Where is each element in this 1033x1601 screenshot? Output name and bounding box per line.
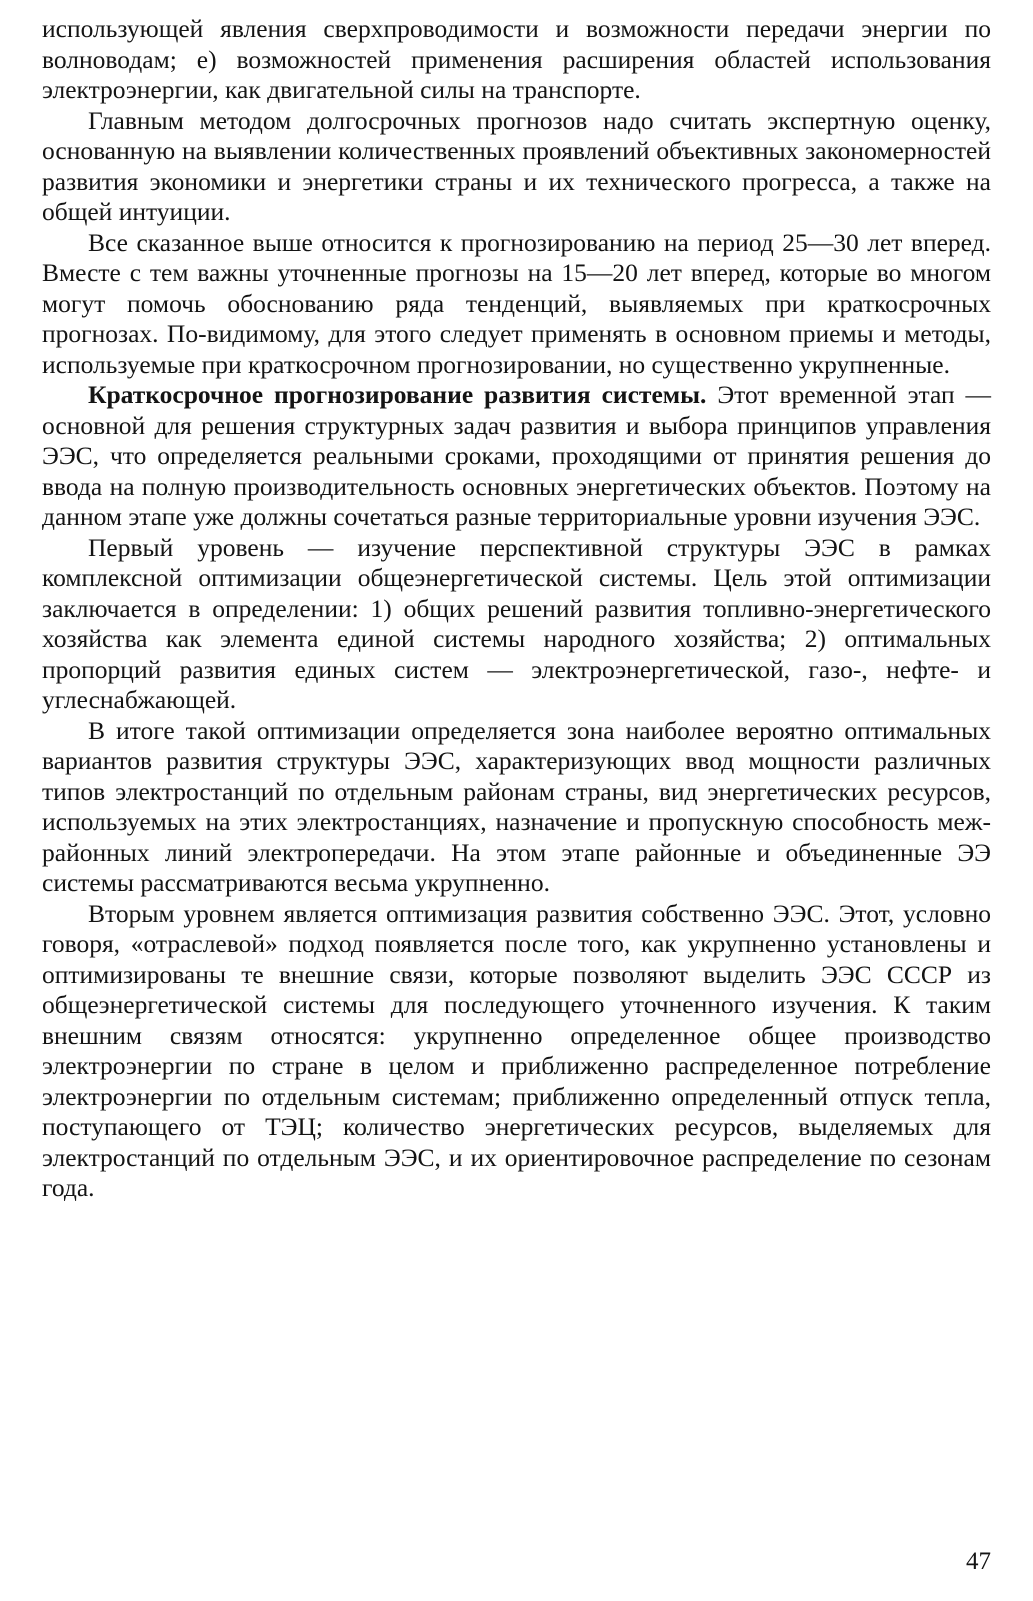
- paragraph-text: Главным методом долгосрочных прогнозов надо считать экспертную оценку, основанную на выявлении количественных проявлений объективных закономерностей развития экономики и энергетики страны и их технического прогресса, а также на общей интуиции.: [42, 105, 991, 226]
- paragraph-text: Вторым уровнем является оптимизация развития собственно ЭЭС. Этот, условно говоря, «отраслевой» подход появляется после того, как укрупненно установлены и оптимизированы те внешние связи, которые позволяют выделить ЭЭС СССР из общеэнергетической системы для последующего уточненного изучения. К таким внешним связям относятся: укрупненно определенное общее производство электроэнергии по стране в целом и приближенно распределенное потребление электроэнергии по отдельным системам; приближенно определенный отпуск тепла, поступающего от ТЭЦ; количество энергетических ресурсов, выделяемых для электростанций по отдельным ЭЭС, и их ориентировочное распределение по сезонам года.: [42, 898, 991, 1202]
- paragraph: [42, 533, 991, 716]
- paragraph-text: Первый уровень — изучение перспективной структуры ЭЭС в рамках комплексной оптимизации общеэнергетической системы. Цель этой оптимизации заключается в определении: 1) общих решений развития топливно-энергетического хозяйства как элемента единой системы народного хозяйства; 2) оптимальных пропорций развития единых систем — электроэнергетической, газо-, нефте- и углеснабжающей.: [42, 532, 991, 714]
- paragraph: [42, 716, 991, 899]
- paragraph-text: использующей явления сверхпроводимости и возможности передачи энергии по волноводам; е) возможностей применения расширения областей использования электроэнергии, как двигательной силы на транспорте.: [42, 14, 991, 104]
- run-in-heading: Краткосрочное прогнозирование развития системы.: [88, 380, 707, 409]
- paragraph: [42, 899, 991, 1204]
- page-number: 47: [966, 1548, 991, 1575]
- paragraph-text: В итоге такой оптимизации определяется зона наиболее вероятно оптимальных вариантов развития структуры ЭЭС, характеризующих ввод мощности различных типов электростанций по отдельным районам страны, вид энергетических ресурсов, используемых на этих электростанциях, назначение и пропускную способность межрайонных линий электропередачи. На этом этапе районные и объединенные ЭЭ системы рассматриваются весьма укрупненно.: [42, 715, 991, 897]
- paragraph-text: Этот временной этап — основной для решения структурных задач развития и выбора принципов управления ЭЭС, что определяется реальными сроками, проходящими от принятия решения до ввода на полную производительность основных энергетических объектов. Поэтому на данном этапе уже должны сочетаться разные территориальные уровни изучения ЭЭС.: [42, 380, 992, 531]
- paragraph: [42, 106, 991, 228]
- paragraph-text: Все сказанное выше относится к прогнозированию на период 25—30 лет вперед. Вместе с тем важны уточненные прогнозы на 15—20 лет вперед, которые во многом могут помочь обоснованию ряда тенденций, выявляемых при краткосрочных прогнозах. По-видимому, для этого следует применять в основном приемы и методы, используемые при краткосрочном прогнозировании, но существенно укрупненные.: [42, 227, 991, 379]
- paragraph-with-heading: [42, 380, 991, 533]
- paragraph: [42, 228, 991, 381]
- paragraph-continuation: [42, 14, 991, 106]
- page-body: [42, 14, 991, 1204]
